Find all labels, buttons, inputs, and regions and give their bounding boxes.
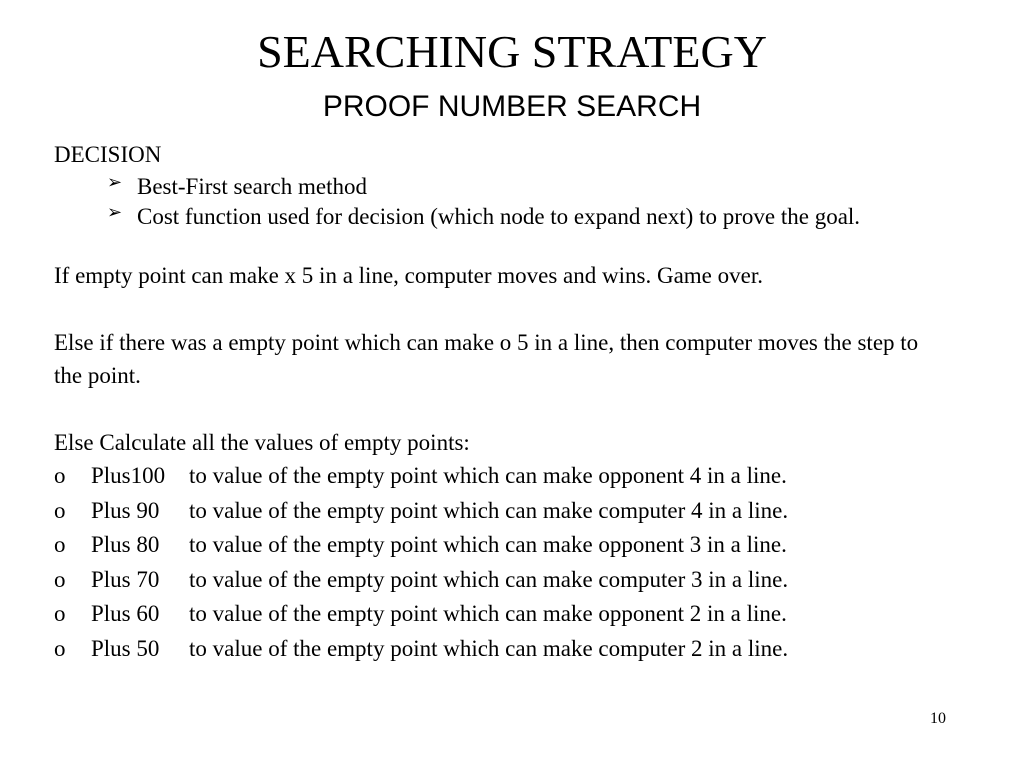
arrowhead-bullet-icon: ➢ [107, 172, 123, 192]
list-item [54, 597, 984, 632]
list-item [54, 528, 984, 563]
slide-subtitle: PROOF NUMBER SEARCH [322, 90, 702, 123]
list-marker: o [54, 566, 66, 592]
list-amount: Plus 50 [91, 635, 160, 661]
list-amount: Plus 90 [91, 497, 160, 523]
bullet-text: Best-First search method [137, 174, 367, 199]
list-item [54, 459, 984, 494]
list-text: to value of the empty point which can make computer 2 in a line. [189, 635, 789, 661]
list-amount: Plus100 [91, 463, 166, 488]
list-item [54, 494, 984, 529]
list-amount: Plus 70 [91, 566, 160, 592]
bullet-text: Cost function used for decision (which node to expand next) to prove the goal. [137, 204, 861, 229]
paragraph: If empty point can make x 5 in a line, computer moves and wins. Game over. [54, 263, 763, 288]
section-heading: DECISION [54, 142, 162, 167]
value-list [54, 459, 984, 666]
slide-body [54, 138, 984, 666]
paragraph: Else Calculate all the values of empty points: [54, 430, 470, 455]
list-amount: Plus 60 [91, 601, 160, 626]
list-text: to value of the empty point which can make computer 4 in a line. [189, 497, 789, 523]
list-marker: o [54, 463, 66, 488]
list-marker: o [54, 497, 66, 523]
list-amount: Plus 80 [91, 532, 160, 557]
list-marker: o [54, 601, 66, 626]
list-text: to value of the empty point which can make opponent 3 in a line. [189, 532, 787, 557]
list-item [54, 632, 984, 667]
bullet-item [54, 172, 984, 202]
list-text: to value of the empty point which can make opponent 2 in a line. [189, 601, 787, 626]
page-number: 10 [930, 710, 946, 727]
list-marker: o [54, 532, 66, 557]
arrowhead-bullet-icon: ➢ [107, 202, 123, 222]
list-text: to value of the empty point which can make opponent 4 in a line. [189, 463, 787, 488]
bullet-item [54, 202, 984, 232]
paragraph: Else if there was a empty point which can make o 5 in a line, then computer moves the step to the point. [54, 330, 919, 388]
slide-title: SEARCHING STRATEGY [257, 26, 767, 77]
list-marker: o [54, 635, 66, 661]
list-item [54, 563, 984, 598]
list-text: to value of the empty point which can make computer 3 in a line. [189, 566, 789, 592]
